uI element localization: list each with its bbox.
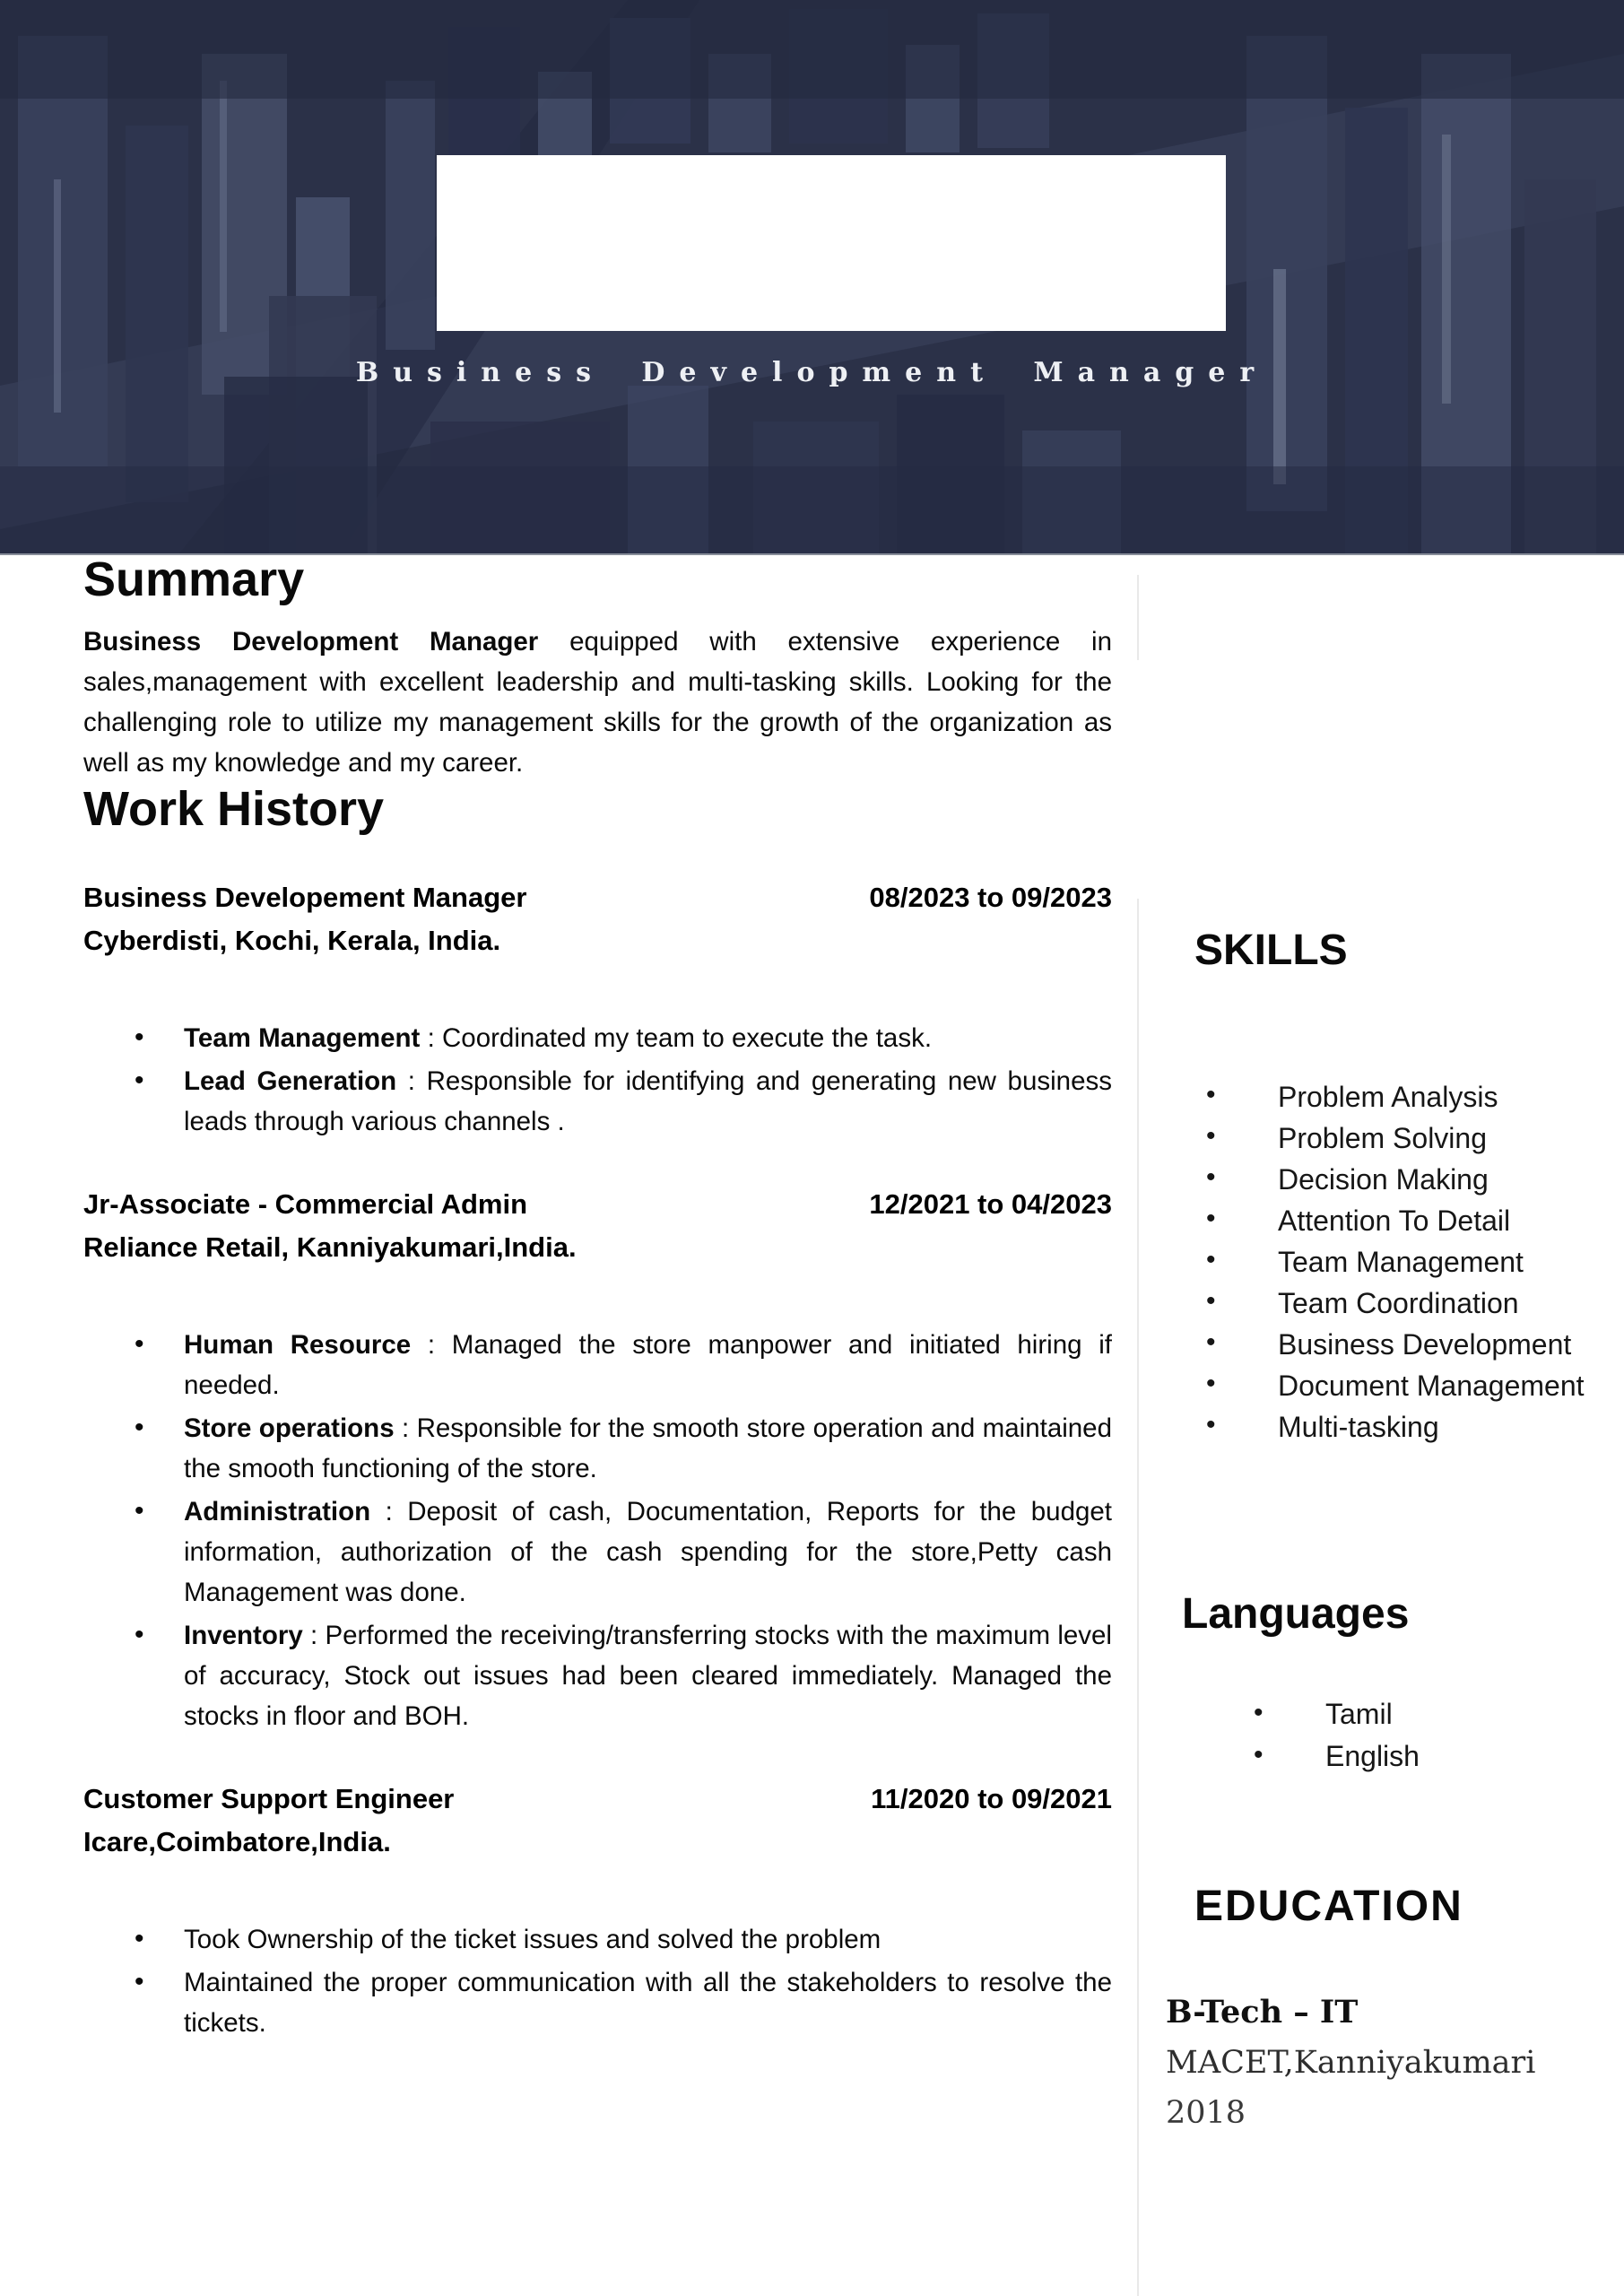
job-bullet: • Maintained the proper communication with all the stakeholders to resolve the tickets. <box>184 1962 1112 2043</box>
education-block <box>1166 1987 1614 2138</box>
job-bullet: • Took Ownership of the ticket issues and solved the problem <box>184 1919 1112 1960</box>
job-bullet: • Store operations : Responsible for the smooth store operation and maintained the smooth functioning of the store. <box>184 1408 1112 1489</box>
skill-item: • Attention To Detail <box>1278 1200 1614 1241</box>
column-divider-top <box>1137 575 1139 660</box>
job-bullet-list <box>83 1919 1112 2043</box>
language-item: • English <box>1325 1735 1614 1778</box>
sidebar <box>1166 553 1614 2138</box>
job-bullet: • Inventory : Performed the receiving/transferring stocks with the maximum level of accuracy, Stock out issues had been cleared immediately. Managed the stocks in floor and BOH. <box>184 1615 1112 1736</box>
column-divider <box>1137 899 1139 2296</box>
skills-list <box>1166 1076 1614 1448</box>
name-redacted-box <box>437 155 1226 331</box>
job-entry-3 <box>83 1778 1112 2043</box>
skill-item: • Team Coordination <box>1278 1283 1614 1324</box>
job-dates: 08/2023 to 09/2023 <box>869 882 1112 913</box>
job-entry-1 <box>83 876 1112 1142</box>
education-degree: B-Tech – IT <box>1166 1994 1359 2031</box>
skill-item: • Team Management <box>1278 1241 1614 1283</box>
job-entry-2 <box>83 1183 1112 1736</box>
job-dates: 11/2020 to 09/2021 <box>871 1783 1112 1814</box>
languages-heading: Languages <box>1182 1590 1410 1638</box>
skill-item: • Document Management <box>1278 1365 1614 1406</box>
skill-item: • Problem Analysis <box>1278 1076 1614 1118</box>
summary-paragraph <box>83 622 1112 783</box>
summary-lead: Business Development Manager <box>83 627 539 657</box>
summary-text: equipped with extensive experience in sales,management with excellent leadership and multi-tasking skills. Looking for the challenging role to utilize my management skills for the growth of the organization as well as my knowledge and my career. <box>83 627 1112 778</box>
education-heading: EDUCATION <box>1194 1883 1463 1930</box>
language-item: • Tamil <box>1325 1693 1614 1735</box>
languages-list <box>1166 1693 1614 1778</box>
skill-item: • Decision Making <box>1278 1159 1614 1200</box>
job-bullet-list <box>83 1018 1112 1142</box>
skill-item: • Problem Solving <box>1278 1118 1614 1159</box>
job-dates: 12/2021 to 04/2023 <box>869 1188 1112 1220</box>
skill-item: • Multi-tasking <box>1278 1406 1614 1448</box>
job-title: Jr-Associate - Commercial Admin <box>83 1188 528 1220</box>
job-bullet-list <box>83 1325 1112 1736</box>
work-history-heading: Work History <box>83 782 385 836</box>
skills-heading: SKILLS <box>1194 926 1348 974</box>
job-bullet: • Lead Generation : Responsible for identifying and generating new business leads through various channels . <box>184 1061 1112 1142</box>
header-banner <box>0 0 1624 555</box>
job-company: Icare,Coimbatore,India. <box>83 1826 391 1857</box>
job-title: Business Developement Manager <box>83 882 527 913</box>
job-title: Customer Support Engineer <box>83 1783 455 1814</box>
job-company: Reliance Retail, Kanniyakumari,India. <box>83 1231 577 1263</box>
header-job-title: Business Development Manager <box>355 357 1269 388</box>
education-year: 2018 <box>1166 2095 1246 2131</box>
job-company: Cyberdisti, Kochi, Kerala, India. <box>83 925 501 956</box>
job-bullet: • Human Resource : Managed the store manpower and initiated hiring if needed. <box>184 1325 1112 1405</box>
skill-item: • Business Development <box>1278 1324 1614 1365</box>
education-school: MACET,Kanniyakumari <box>1166 2045 1536 2081</box>
job-bullet: • Team Management : Coordinated my team to execute the task. <box>184 1018 1112 1058</box>
job-bullet: • Administration : Deposit of cash, Documentation, Reports for the budget information, authorization of the cash spending for the store,Petty cash Management was done. <box>184 1492 1112 1613</box>
main-column <box>83 553 1112 2046</box>
summary-heading: Summary <box>83 552 305 606</box>
